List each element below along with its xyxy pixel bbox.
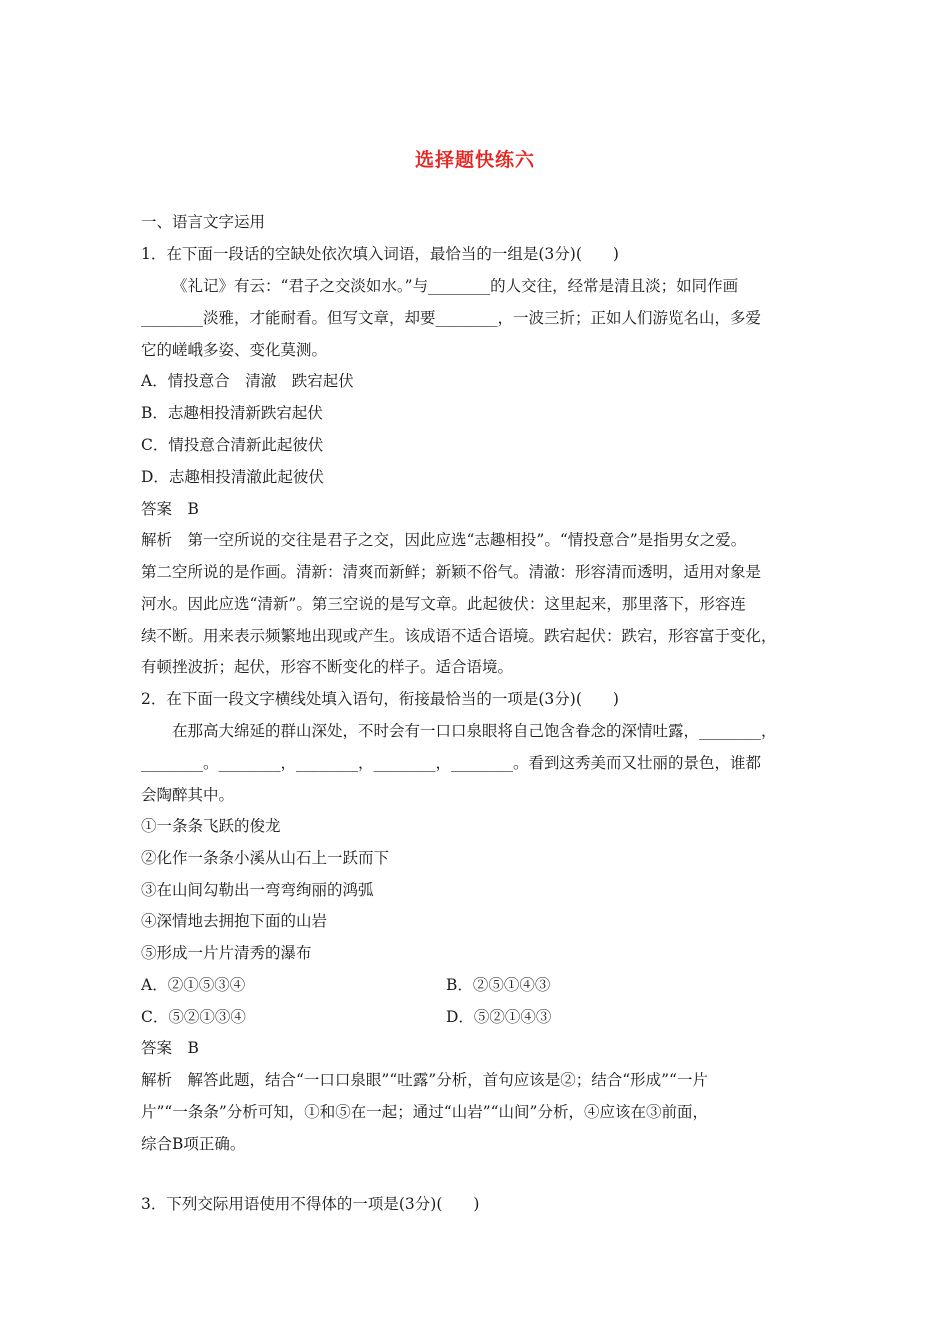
q1-option-d: D．志趣相投清澈此起彼伏 [141, 468, 324, 486]
q1-answer: 答案 B [141, 500, 199, 518]
page-title: 选择题快练六 [414, 149, 535, 171]
q2-item: ③在山间勾勒出一弯弯绚丽的鸿弧 [141, 881, 374, 899]
q2-passage-line: ________。________，________，________，________。看到这秀美而又壮丽的景色，谁都 [141, 754, 762, 772]
section-heading: 一、语言文字运用 [141, 213, 266, 231]
q1-analysis-line: 第二空所说的是作画。清新：清爽而新鲜；新颖不俗气。清澈：形容清而透明，适用对象是 [141, 563, 762, 581]
q2-item: ②化作一条条小溪从山石上一跃而下 [141, 849, 390, 867]
q1-analysis-line: 解析 第一空所说的交往是君子之交，因此应选“志趣相投”。“情投意合”是指男女之爱。 [141, 531, 747, 549]
q1-analysis-line: 续不断。用来表示频繁地出现或产生。该成语不适合语境。跌宕起伏：跌宕，形容富于变化， [141, 627, 777, 645]
q2-option-d: D．⑤②①④③ [446, 1008, 552, 1026]
q2-item: ⑤形成一片片清秀的瀑布 [141, 944, 312, 962]
q2-option-a: A．②①⑤③④ [141, 976, 246, 994]
q1-analysis-line: 有顿挫波折；起伏，形容不断变化的样子。适合语境。 [141, 658, 514, 676]
q1-option-a: A．情投意合 清澈 跌宕起伏 [141, 372, 354, 390]
q2-analysis-line: 片”“一条条”分析可知，①和⑤在一起；通过“山岩”“山间”分析，④应该在③前面， [141, 1103, 708, 1121]
q2-passage-line: 在那高大绵延的群山深处，不时会有一口口泉眼将自己饱含眷念的深情吐露，________， [172, 722, 777, 740]
q1-passage-line: 它的嵯峨多姿、变化莫测。 [141, 341, 328, 359]
q2-stem: 2．在下面一段文字横线处填入语句，衔接最恰当的一项是(3分)( ) [141, 690, 619, 708]
q2-option-c: C．⑤②①③④ [141, 1008, 246, 1026]
q2-item: ①一条条飞跃的俊龙 [141, 817, 281, 835]
q2-passage-line: 会陶醉其中。 [141, 786, 235, 804]
q2-item: ④深情地去拥抱下面的山岩 [141, 912, 328, 930]
q1-passage-line: 《礼记》有云：“君子之交淡如水。”与________的人交往，经常是清且淡；如同作画 [172, 277, 739, 295]
q1-option-c: C．情投意合清新此起彼伏 [141, 436, 324, 454]
q2-answer: 答案 B [141, 1039, 199, 1057]
q2-option-b: B．②⑤①④③ [446, 976, 551, 994]
q2-analysis-line: 解析 解答此题，结合“一口口泉眼”“吐露”分析，首句应该是②；结合“形成”“一片 [141, 1071, 708, 1089]
q1-passage-line: ________淡雅，才能耐看。但写文章，却要________，一波三折；正如人们游览名山，多爱 [141, 309, 762, 327]
q2-analysis-line: 综合B项正确。 [141, 1135, 246, 1153]
q1-option-b: B．志趣相投清新跌宕起伏 [141, 404, 323, 422]
q1-analysis-line: 河水。因此应选“清新”。第三空说的是写文章。此起彼伏：这里起来，那里落下，形容连 [141, 595, 746, 613]
q3-stem: 3．下列交际用语使用不得体的一项是(3分)( ) [141, 1195, 480, 1213]
q1-stem: 1．在下面一段话的空缺处依次填入词语，最恰当的一组是(3分)( ) [141, 245, 619, 263]
